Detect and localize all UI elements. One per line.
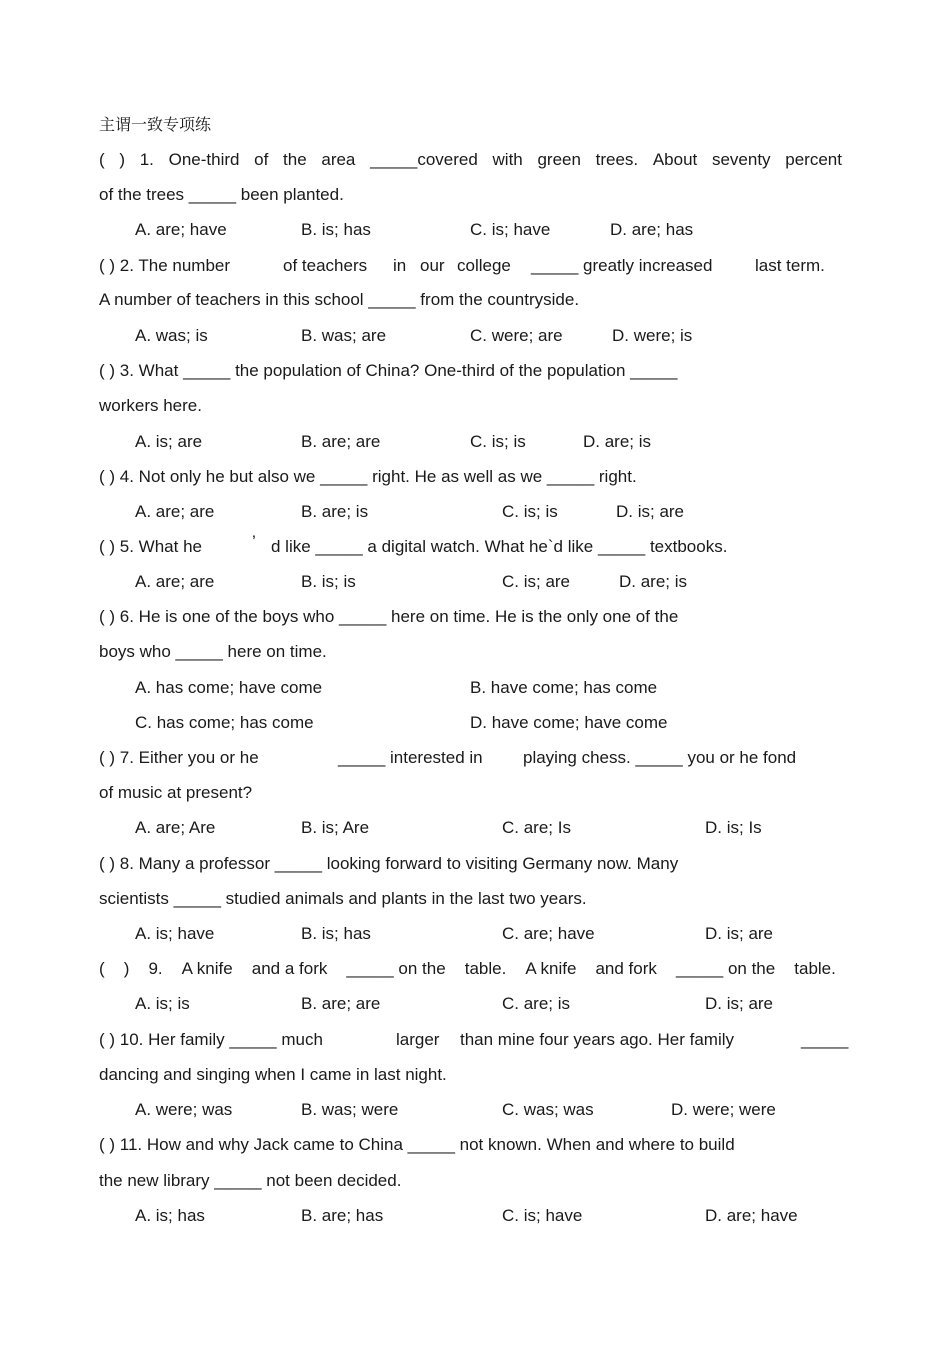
q9-option-d: D. is; are — [705, 994, 774, 1013]
q3-option-b: B. are; are — [301, 432, 381, 451]
question-1-line-1: ( ) 1. One-third of the area _____covered with green trees. About seventy percent — [99, 150, 842, 169]
q10-option-c: C. was; was — [502, 1100, 594, 1119]
q4-option-c: C. is; is — [502, 502, 558, 521]
q5-option-b: B. is; is — [301, 572, 356, 591]
page-title: 主谓一致专项练 — [99, 115, 212, 134]
q8-option-b: B. is; has — [301, 924, 371, 943]
question-2-part-6: _____ greatly increased — [531, 256, 713, 275]
q10-option-b: B. was; were — [301, 1100, 399, 1119]
q11-option-d: D. are; have — [705, 1206, 798, 1225]
q4-option-d: D. is; are — [616, 502, 685, 521]
question-10-part-2: larger — [396, 1030, 440, 1049]
q7-option-b: B. is; Are — [301, 818, 370, 837]
question-5-part-1: ( ) 5. What he — [99, 537, 202, 556]
question-7-line-2: of music at present? — [99, 783, 253, 802]
q10-option-a: A. were; was — [135, 1100, 233, 1119]
q4-option-b: B. are; is — [301, 502, 369, 521]
question-7-part-2: _____ interested in — [338, 748, 483, 767]
q8-option-a: A. is; have — [135, 924, 215, 943]
q2-option-b: B. was; are — [301, 326, 387, 345]
q3-option-a: A. is; are — [135, 432, 203, 451]
q1-option-a: A. are; have — [135, 220, 227, 239]
question-1-line-2: of the trees _____ been planted. — [99, 185, 344, 204]
q7-option-d: D. is; Is — [705, 818, 762, 837]
question-4-line-1: ( ) 4. Not only he but also we _____ right. He as well as we _____ right. — [99, 467, 637, 486]
q10-option-d: D. were; were — [671, 1100, 776, 1119]
question-6-line-1: ( ) 6. He is one of the boys who _____ here on time. He is the only one of the — [99, 607, 679, 626]
q2-option-c: C. were; are — [470, 326, 563, 345]
question-6-line-2: boys who _____ here on time. — [99, 642, 327, 661]
question-10-part-1: ( ) 10. Her family _____ much — [99, 1030, 323, 1049]
question-2-part-3: in — [393, 256, 407, 275]
q1-option-c: C. is; have — [470, 220, 551, 239]
question-9-line-1: ( ) 9. A knife and a fork _____ on the table. A knife and fork _____ on the table. — [99, 959, 836, 978]
question-2-part-1: ( ) 2. The number — [99, 256, 231, 275]
q11-option-a: A. is; has — [135, 1206, 205, 1225]
q4-option-a: A. are; are — [135, 502, 215, 521]
q5-option-c: C. is; are — [502, 572, 571, 591]
q1-option-b: B. is; has — [301, 220, 371, 239]
question-10-part-3: than mine four years ago. Her family — [460, 1030, 735, 1049]
question-5-part-2: d like _____ a digital watch. What he`d like _____ textbooks. — [271, 537, 728, 556]
q1-option-d: D. are; has — [610, 220, 694, 239]
q6-option-b: B. have come; has come — [470, 678, 658, 697]
q5-option-a: A. are; are — [135, 572, 215, 591]
question-2-part-2: of teachers — [283, 256, 368, 275]
question-11-line-2: the new library _____ not been decided. — [99, 1171, 402, 1190]
question-2-line-2: A number of teachers in this school _____ from the countryside. — [99, 290, 580, 309]
q7-option-c: C. are; Is — [502, 818, 571, 837]
question-2-part-7: last term. — [755, 256, 825, 275]
q9-option-b: B. are; are — [301, 994, 381, 1013]
q8-option-d: D. is; are — [705, 924, 774, 943]
question-5-apostrophe: ’ — [252, 532, 256, 551]
question-7-part-3: playing chess. _____ you or he fond — [523, 748, 797, 767]
q2-option-d: D. were; is — [612, 326, 693, 345]
question-10-part-4: _____ — [801, 1030, 849, 1049]
question-3-line-1: ( ) 3. What _____ the population of China? One-third of the population _____ — [99, 361, 678, 380]
q6-option-a: A. has come; have come — [135, 678, 323, 697]
q7-option-a: A. are; Are — [135, 818, 216, 837]
question-10-line-2: dancing and singing when I came in last night. — [99, 1065, 447, 1084]
question-8-line-1: ( ) 8. Many a professor _____ looking forward to visiting Germany now. Many — [99, 854, 679, 873]
q6-option-d: D. have come; have come — [470, 713, 668, 732]
q3-option-d: D. are; is — [583, 432, 652, 451]
question-2-part-4: our — [420, 256, 445, 275]
q11-option-b: B. are; has — [301, 1206, 384, 1225]
q11-option-c: C. is; have — [502, 1206, 583, 1225]
question-7-part-1: ( ) 7. Either you or he — [99, 748, 259, 767]
q5-option-d: D. are; is — [619, 572, 688, 591]
q6-option-c: C. has come; has come — [135, 713, 314, 732]
question-11-line-1: ( ) 11. How and why Jack came to China _____ not known. When and where to build — [99, 1135, 735, 1154]
question-8-line-2: scientists _____ studied animals and plants in the last two years. — [99, 889, 587, 908]
question-2-part-5: college — [457, 256, 511, 275]
q2-option-a: A. was; is — [135, 326, 208, 345]
q3-option-c: C. is; is — [470, 432, 526, 451]
q8-option-c: C. are; have — [502, 924, 595, 943]
question-3-line-2: workers here. — [99, 396, 202, 415]
q9-option-a: A. is; is — [135, 994, 190, 1013]
q9-option-c: C. are; is — [502, 994, 571, 1013]
